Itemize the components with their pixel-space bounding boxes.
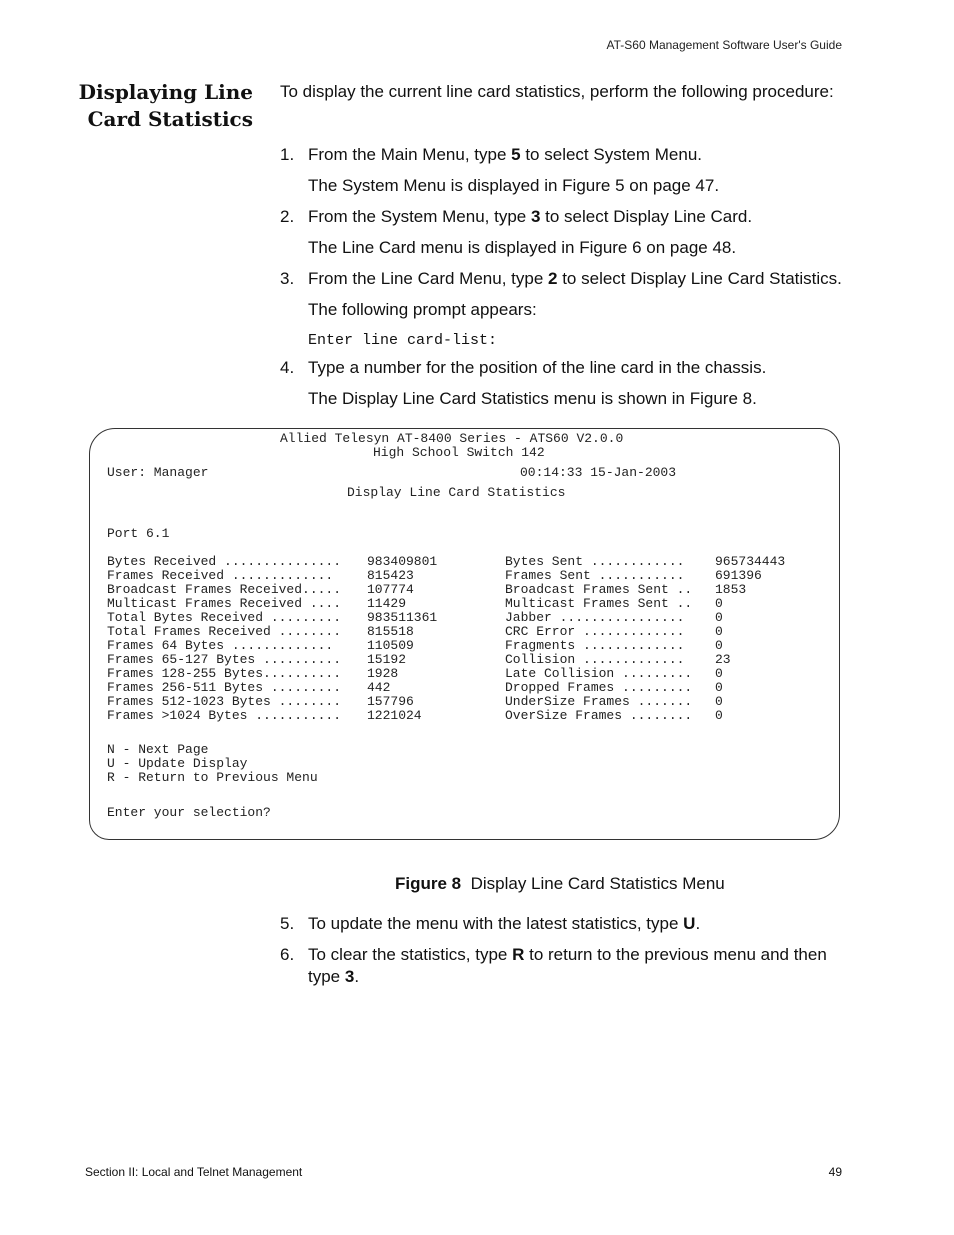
received-stat-label: Total Frames Received ........ [107, 624, 342, 639]
sent-stat-value: 0 [715, 680, 723, 695]
sent-stat-label: Jabber ................ [505, 610, 685, 625]
step-3: From the Line Card Menu, type 2 to select Display Line Card Statistics. [308, 269, 842, 288]
key-3: 3 [344, 967, 355, 986]
step-2: From the System Menu, type 3 to select Display Line Card. [308, 207, 753, 226]
received-stat-label: Total Bytes Received ......... [107, 610, 342, 625]
step-1-note: The System Menu is displayed in Figure 5 on page 47. [308, 176, 720, 195]
section-heading-line2: Card Statistics [87, 107, 253, 131]
received-stat-value: 983511361 [367, 610, 438, 625]
received-stat-label: Frames 512-1023 Bytes ........ [107, 694, 342, 709]
menu-option-next-page: N - Next Page [107, 742, 209, 757]
step-3-note: The following prompt appears: [308, 300, 537, 319]
sent-stat-label: Multicast Frames Sent .. [505, 596, 693, 611]
received-stat-label: Frames Received ............. [107, 568, 334, 583]
step-number: 3. [280, 269, 295, 288]
received-stat-label: Frames 128-255 Bytes.......... [107, 666, 342, 681]
sent-stat-label: Broadcast Frames Sent .. [505, 582, 693, 597]
sent-stat-label: Late Collision ......... [505, 666, 693, 681]
figure-title: Display Line Card Statistics Menu [470, 874, 725, 893]
received-stat-value: 15192 [367, 652, 407, 667]
received-stat-value: 157796 [367, 694, 414, 709]
running-header: AT-S60 Management Software User's Guide [606, 38, 842, 52]
sent-stat-value: 1853 [715, 582, 747, 597]
terminal-timestamp: 00:14:33 15-Jan-2003 [520, 465, 677, 480]
line-card-prompt: Enter line card-list: [308, 332, 498, 349]
received-stat-value: 815518 [367, 624, 414, 639]
key-3: 3 [530, 207, 541, 226]
received-stat-label: Frames 65-127 Bytes .......... [107, 652, 342, 667]
sent-stat-label: Fragments ............. [505, 638, 685, 653]
step-1: From the Main Menu, type 5 to select System Menu. [308, 145, 703, 164]
sent-stat-value: 0 [715, 638, 723, 653]
terminal-screen [89, 428, 840, 840]
step-number: 1. [280, 145, 295, 164]
footer-section: Section II: Local and Telnet Management [85, 1165, 303, 1179]
received-stat-value: 815423 [367, 568, 414, 583]
step-4-note: The Display Line Card Statistics menu is shown in Figure 8. [308, 389, 757, 408]
received-stat-value: 442 [367, 680, 391, 695]
terminal-title-line2: High School Switch 142 [373, 445, 545, 460]
sent-stat-value: 0 [715, 610, 723, 625]
figure-caption [395, 873, 725, 895]
sent-stat-value: 965734443 [715, 554, 786, 569]
step-number: 2. [280, 207, 295, 226]
sent-stat-label: Collision ............. [505, 652, 685, 667]
sent-stat-value: 0 [715, 694, 723, 709]
step-number: 5. [280, 914, 295, 933]
sent-stat-label: Frames Sent ........... [505, 568, 685, 583]
sent-stat-label: OverSize Frames ........ [505, 708, 693, 723]
intro-paragraph: To display the current line card statistics, perform the following procedure: [280, 82, 834, 101]
received-stat-label: Frames 256-511 Bytes ......... [107, 680, 342, 695]
selection-prompt: Enter your selection? [107, 805, 271, 820]
sent-stat-label: UnderSize Frames ....... [505, 694, 693, 709]
received-stat-value: 1928 [367, 666, 399, 681]
step-5: To update the menu with the latest statistics, type U. [308, 914, 701, 933]
received-stat-value: 983409801 [367, 554, 438, 569]
received-stat-value: 1221024 [367, 708, 422, 723]
received-stat-label: Multicast Frames Received .... [107, 596, 342, 611]
key-5: 5 [511, 145, 521, 164]
key-2: 2 [548, 269, 558, 288]
sent-stat-label: CRC Error ............. [505, 624, 685, 639]
terminal-user: User: Manager [107, 465, 209, 480]
step-6: To clear the statistics, type R to return to the previous menu and then type 3. [308, 945, 827, 986]
key-r: R [512, 945, 525, 964]
figure-label: Figure 8 [395, 874, 462, 893]
received-stat-label: Frames 64 Bytes ............. [107, 638, 334, 653]
menu-option-return: R - Return to Previous Menu [107, 770, 318, 785]
key-u: U [683, 914, 696, 933]
menu-option-update-display: U - Update Display [107, 756, 248, 771]
section-heading [60, 79, 253, 133]
step-4: Type a number for the position of the line card in the chassis. [308, 358, 767, 377]
sent-stat-value: 0 [715, 596, 723, 611]
received-stat-value: 11429 [367, 596, 407, 611]
received-stat-label: Bytes Received ............... [107, 554, 342, 569]
terminal-menu-title: Display Line Card Statistics [347, 485, 566, 500]
step-number: 4. [280, 358, 295, 377]
sent-stat-value: 0 [715, 666, 723, 681]
step-2-note: The Line Card menu is displayed in Figure 6 on page 48. [308, 238, 737, 257]
sent-stat-value: 0 [715, 708, 723, 723]
page-number: 49 [828, 1165, 842, 1179]
received-stat-value: 107774 [367, 582, 414, 597]
received-stat-label: Broadcast Frames Received..... [107, 582, 342, 597]
sent-stat-label: Dropped Frames ......... [505, 680, 693, 695]
sent-stat-value: 691396 [715, 568, 762, 583]
terminal-port: Port 6.1 [107, 526, 170, 541]
step-number: 6. [280, 945, 295, 964]
sent-stat-label: Bytes Sent ............ [505, 554, 685, 569]
terminal-title-line1: Allied Telesyn AT-8400 Series - ATS60 V2.0.0 [280, 431, 624, 446]
section-heading-line1: Displaying Line [78, 80, 253, 104]
sent-stat-value: 23 [715, 652, 731, 667]
sent-stat-value: 0 [715, 624, 723, 639]
received-stat-value: 110509 [367, 638, 414, 653]
received-stat-label: Frames >1024 Bytes ........... [107, 708, 342, 723]
